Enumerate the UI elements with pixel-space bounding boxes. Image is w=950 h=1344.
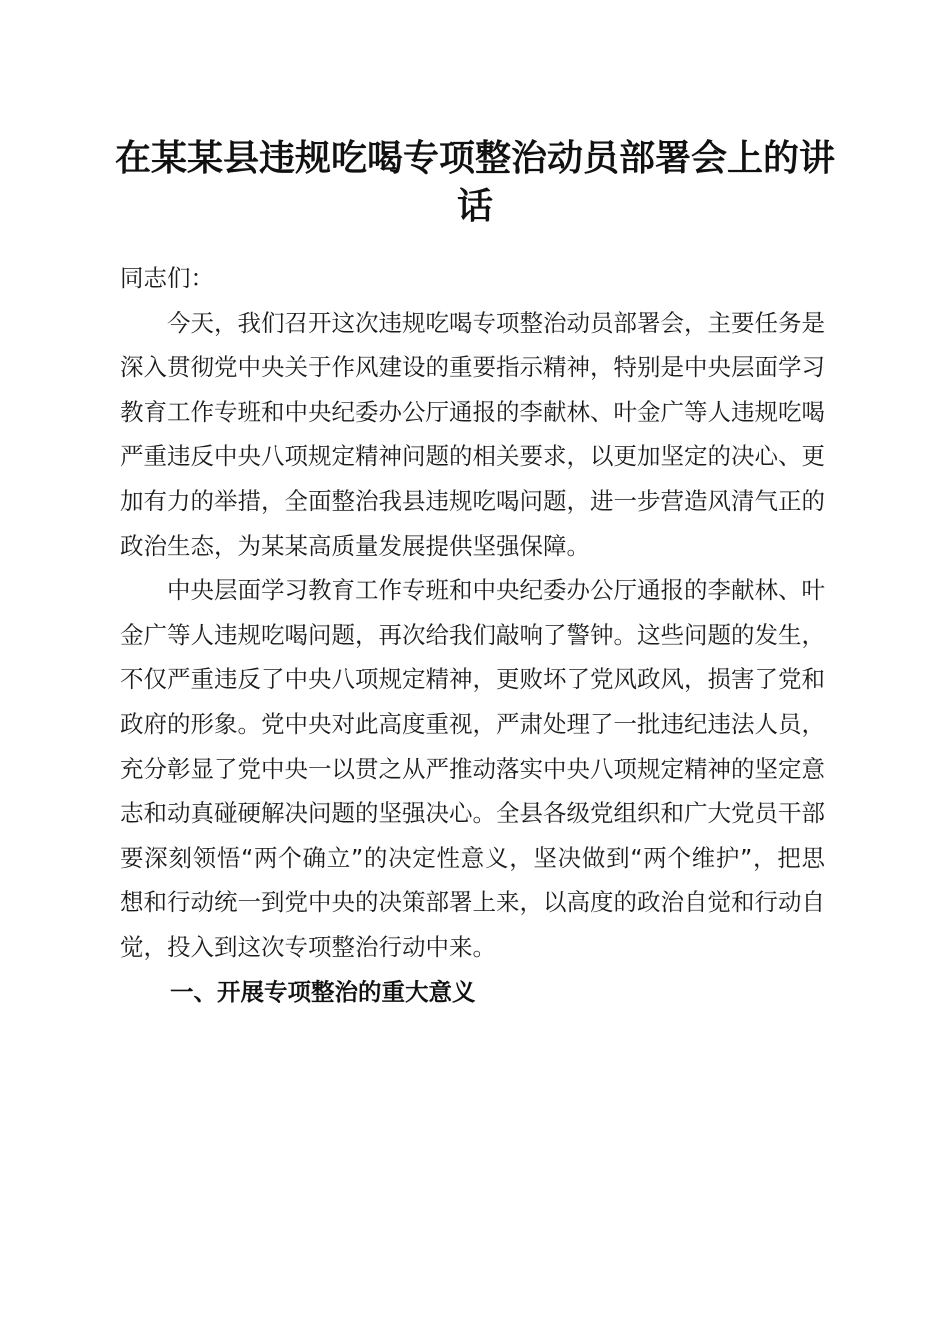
paragraph-1: 今天，我们召开这次违规吃喝专项整治动员部署会，主要任务是深入贯彻党中央关于作风建设的重要指示精神，特别是中央层面学习教育工作专班和中央纪委办公厅通报的李献林、叶金广等人违规吃喝严重违反中央八项规定精神问题的相关要求，以更加坚定的决心、更加有力的举措，全面整治我县违规吃喝问题，进一步营造风清气正的政治生态，为某某高质量发展提供坚强保障。 (120, 308, 825, 560)
section-heading: 一、开展专项整治的重大意义 (170, 977, 476, 1006)
document-body (120, 256, 825, 1014)
salutation: 同志们： (120, 264, 214, 292)
paragraph-2: 中央层面学习教育工作专班和中央纪委办公厅通报的李献林、叶金广等人违规吃喝问题，再次给我们敲响了警钟。这些问题的发生，不仅严重违反了中央八项规定精神，更败坏了党风政风，损害了党和政府的形象。党中央对此高度重视，严肃处理了一批违纪违法人员，充分彰显了党中央一以贯之从严推动落实中央八项规定精神的坚定意志和动真碰硬解决问题的坚强决心。全县各级党组织和广大党员干部要深刻领悟“两个确立”的决定性意义，坚决做到“两个维护”，把思想和行动统一到党中央的决策部署上来，以高度的政治自觉和行动自觉，投入到这次专项整治行动中来。 (120, 576, 825, 961)
document-title: 在某某县违规吃喝专项整治动员部署会上的讲话 (114, 137, 835, 227)
